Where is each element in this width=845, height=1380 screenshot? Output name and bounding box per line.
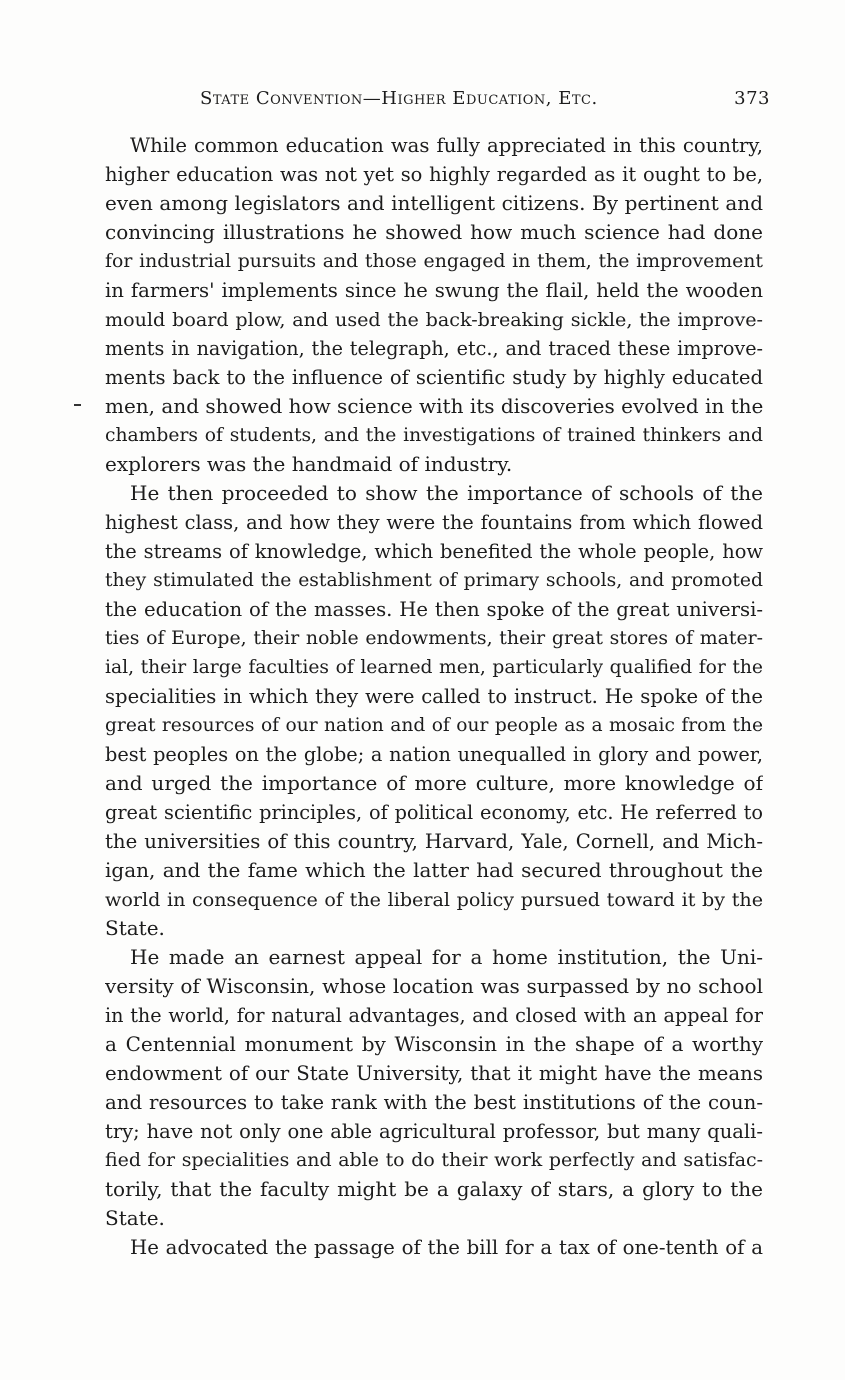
text-line: and resources to take rank with the best institutions of the coun- xyxy=(105,1091,763,1114)
text-line: they stimulated the establishment of primary schools, and promoted xyxy=(105,570,763,591)
text-line: men, and showed how science with its discoveries evolved in the xyxy=(105,394,763,418)
paragraph-2 xyxy=(105,479,763,943)
text-line: great scientific principles, of political economy, etc. He referred to xyxy=(105,801,763,824)
paragraph-4 xyxy=(105,1233,763,1262)
text-line: a Centennial monument by Wisconsin in the shape of a worthy xyxy=(105,1032,763,1056)
text-line: ments back to the influence of scientific study by highly educated xyxy=(105,366,763,389)
text-line: State. xyxy=(105,1206,165,1230)
text-line: explorers was the handmaid of industry. xyxy=(105,452,513,476)
running-title: State Convention—Higher Education, Etc. xyxy=(200,88,598,109)
text-line: the streams of knowledge, which benefited the whole people, how xyxy=(105,540,763,563)
text-line: in the world, for natural advantages, and closed with an appeal for xyxy=(105,1004,763,1027)
text-line: ial, their large faculties of learned men, particularly qualified for the xyxy=(105,657,763,678)
paragraph-1 xyxy=(105,131,763,479)
text-line: He made an earnest appeal for a home institution, the Uni- xyxy=(130,945,763,969)
text-line: mould board plow, and used the back-breaking sickle, the improve- xyxy=(105,308,763,331)
text-line: and urged the importance of more culture, more knowledge of xyxy=(105,771,763,795)
text-line: chambers of students, and the investigations of trained thinkers and xyxy=(105,425,763,446)
text-line: State. xyxy=(105,916,165,940)
text-line: the education of the masses. He then spoke of the great universi- xyxy=(105,598,763,621)
text-line: igan, and the fame which the latter had secured throughout the xyxy=(105,858,763,882)
text-line: highest class, and how they were the fountains from which flowed xyxy=(105,511,763,534)
text-line: versity of Wisconsin, whose location was surpassed by no school xyxy=(105,974,763,998)
text-line: specialities in which they were called to instruct. He spoke of the xyxy=(105,685,763,708)
text-line: in farmers' implements since he swung the flail, held the wooden xyxy=(105,279,763,302)
text-line: even among legislators and intelligent citizens. By pertinent and xyxy=(105,191,763,215)
text-line: best peoples on the globe; a nation unequalled in glory and power, xyxy=(105,743,763,766)
text-line: torily, that the faculty might be a galaxy of stars, a glory to the xyxy=(105,1177,763,1201)
text-line: the universities of this country, Harvard, Yale, Cornell, and Mich- xyxy=(105,830,763,853)
running-head xyxy=(200,88,770,114)
text-line: He then proceeded to show the importance of schools of the xyxy=(130,481,763,505)
text-line: convincing illustrations he showed how much science had done xyxy=(105,220,763,244)
text-line: try; have not only one able agricultural professor, but many quali- xyxy=(105,1120,763,1143)
margin-mark xyxy=(74,404,81,406)
text-line: ments in navigation, the telegraph, etc., and traced these improve- xyxy=(105,337,763,360)
text-line: While common education was fully appreciated in this country, xyxy=(130,134,763,157)
paragraph-3 xyxy=(105,943,763,1233)
text-line: He advocated the passage of the bill for a tax of one-tenth of a xyxy=(130,1236,763,1259)
body-text xyxy=(105,131,763,1262)
text-line: for industrial pursuits and those engaged in them, the improvement xyxy=(105,251,763,272)
text-line: endowment of our State University, that it might have the means xyxy=(105,1062,763,1085)
text-line: higher education was not yet so highly regarded as it ought to be, xyxy=(105,163,763,186)
text-line: great resources of our nation and of our people as a mosaic from the xyxy=(105,715,763,736)
text-line: fied for specialities and able to do their work perfectly and satisfac- xyxy=(105,1149,763,1171)
page-number: 373 xyxy=(734,88,770,109)
text-line: ties of Europe, their noble endowments, their great stores of mater- xyxy=(105,628,763,649)
text-line: world in consequence of the liberal policy pursued toward it by the xyxy=(105,888,763,911)
